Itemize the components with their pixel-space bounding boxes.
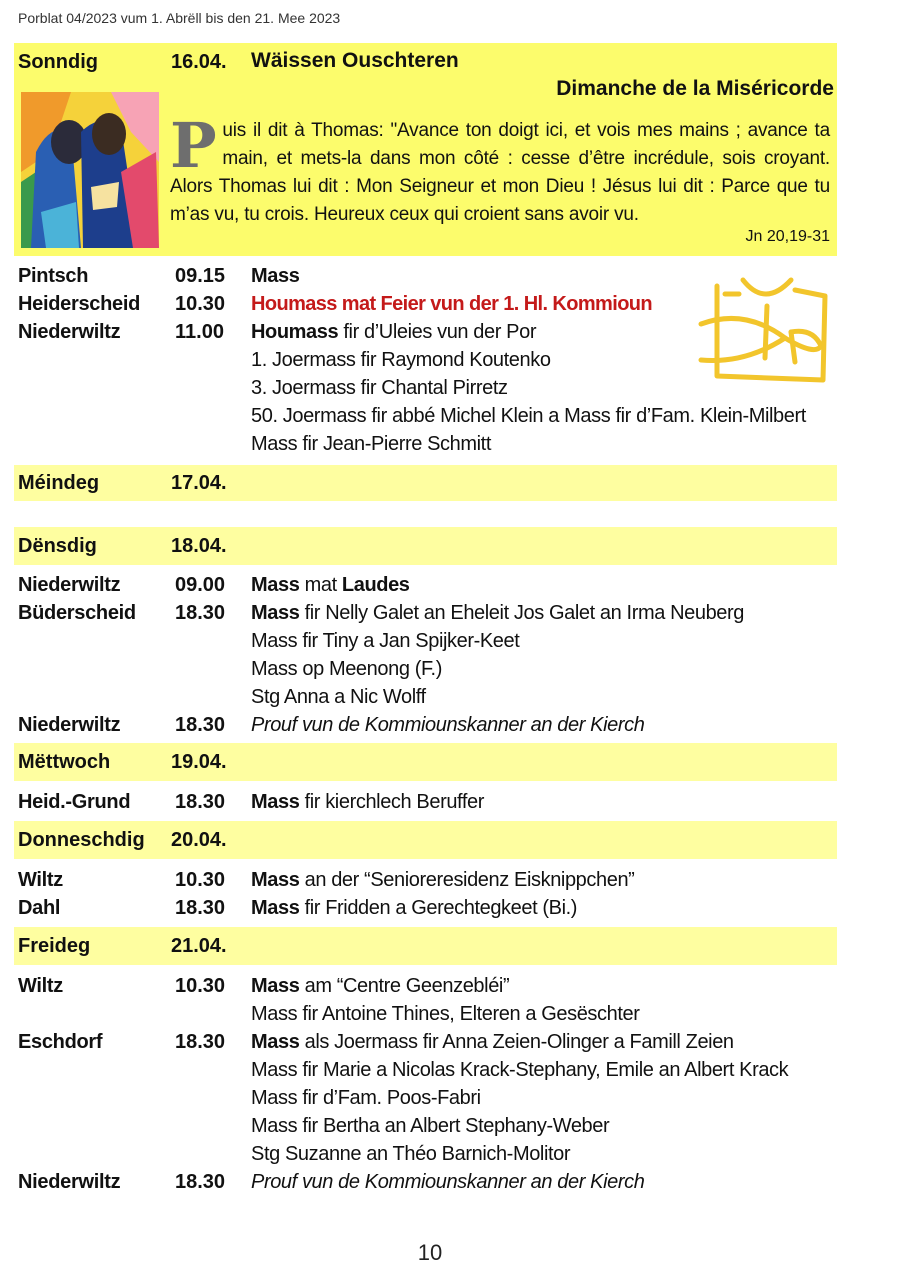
entry-description: Mass fir Bertha an Albert Stephany-Weber — [251, 1115, 610, 1137]
sunday-entry-continuation — [18, 374, 842, 402]
entry-place: Dahl — [18, 897, 61, 919]
wednesday-band — [14, 743, 837, 781]
thursday-entry-wiltz — [18, 866, 842, 894]
page-header: Porblat 04/2023 vum 1. Abrëll bis den 21. Mee 2023 — [18, 10, 341, 26]
quote-text: uis il dit à Thomas: "Avance ton doigt ici, et vois mes mains ; avance ta main, et mets-la dans mon côté : cesse d’être incrédule, sois croyant. Alors Thomas lui dit : Mon Seigneur et mon Dieu ! Jésus lui dit : Parce que tu m’as vu, tu crois. Heureux ceux qui croient sans avoir vu. — [170, 120, 830, 225]
page-number: 10 — [417, 1240, 443, 1265]
entry-description: Mass fir Nelly Galet an Eheleit Jos Galet an Irma Neuberg — [251, 602, 745, 624]
friday-entry-wiltz — [18, 972, 842, 1000]
entry-description-italic: Prouf vun de Kommiounskanner an der Kierch — [251, 714, 645, 736]
tuesday-entry-continuation — [18, 683, 842, 711]
wednesday-entry-heid-grund — [18, 788, 842, 816]
entry-description: Stg Anna a Nic Wolff — [251, 686, 426, 708]
entry-place: Heid.-Grund — [18, 791, 131, 813]
tuesday-entry-niederwiltz — [18, 571, 842, 599]
tuesday-date: 18.04. — [171, 535, 227, 557]
friday-entry-continuation — [18, 1084, 842, 1112]
sunday-entry-continuation — [18, 346, 842, 374]
friday-entry-continuation — [18, 1056, 842, 1084]
gospel-quote — [170, 109, 830, 229]
quote-drop-cap: P — [170, 109, 217, 182]
entry-description: Mass am “Centre Geenzebléi” — [251, 975, 510, 997]
entry-description: Mass als Joermass fir Anna Zeien-Olinger a Famill Zeien — [251, 1031, 734, 1053]
entry-description: Mass op Meenong (F.) — [251, 658, 442, 680]
entry-place: Wiltz — [18, 869, 63, 891]
friday-entry-niederwiltz-rehearsal — [18, 1168, 842, 1196]
entry-time: 10.30 — [175, 293, 226, 315]
entry-description: Houmass fir d’Uleies vun der Por — [251, 321, 537, 343]
friday-entry-eschdorf — [18, 1028, 842, 1056]
entry-place: Niederwiltz — [18, 1171, 121, 1193]
entry-time: 10.30 — [175, 975, 226, 997]
friday-entry-continuation — [18, 1000, 842, 1028]
entry-description: Mass mat Laudes — [251, 574, 410, 596]
entry-place: Wiltz — [18, 975, 63, 997]
entry-description: Mass fir Marie a Nicolas Krack-Stephany, Emile an Albert Krack — [251, 1059, 789, 1081]
friday-band — [14, 927, 837, 965]
entry-description: Stg Suzanne an Théo Barnich-Molitor — [251, 1143, 571, 1165]
monday-band — [14, 465, 837, 501]
sunday-day-label: Sonndig — [18, 51, 98, 73]
entry-time: 09.00 — [175, 574, 226, 596]
entry-time: 10.30 — [175, 869, 226, 891]
entry-description: Mass fir Jean-Pierre Schmitt — [251, 433, 491, 455]
entry-time: 18.30 — [175, 1031, 226, 1053]
entry-description: Mass — [251, 265, 300, 287]
entry-place: Niederwiltz — [18, 574, 121, 596]
entry-place: Eschdorf — [18, 1031, 103, 1053]
entry-place: Niederwiltz — [18, 321, 121, 343]
entry-time: 18.30 — [175, 897, 226, 919]
friday-date: 21.04. — [171, 935, 227, 957]
entry-time: 18.30 — [175, 1171, 226, 1193]
tuesday-band — [14, 527, 837, 565]
entry-time: 18.30 — [175, 791, 226, 813]
sunday-date: 16.04. — [171, 51, 227, 73]
tuesday-entry-buderscheid — [18, 599, 842, 627]
entry-time: 09.15 — [175, 265, 226, 287]
feast-title: Wäissen Ouschteren — [251, 49, 459, 72]
tuesday-entry-continuation — [18, 627, 842, 655]
tuesday-entry-niederwiltz-rehearsal — [18, 711, 842, 739]
monday-day-label: Méindeg — [18, 472, 100, 494]
gospel-reference: Jn 20,19-31 — [745, 228, 830, 245]
entry-time: 11.00 — [175, 321, 224, 343]
tuesday-day-label: Dënsdig — [18, 535, 97, 557]
tuesday-entry-continuation — [18, 655, 842, 683]
wednesday-day-label: Mëttwoch — [18, 751, 111, 773]
entry-description: 50. Joermass fir abbé Michel Klein a Mass fir d’Fam. Klein-Milbert — [251, 405, 806, 427]
friday-day-label: Freideg — [18, 935, 91, 957]
friday-entry-continuation — [18, 1112, 842, 1140]
thursday-entry-dahl — [18, 894, 842, 922]
entry-time: 18.30 — [175, 714, 226, 736]
entry-description: 3. Joermass fir Chantal Pirretz — [251, 377, 508, 399]
entry-description-italic: Prouf vun de Kommiounskanner an der Kierch — [251, 1171, 645, 1193]
sunday-entry-continuation — [18, 402, 890, 430]
sunday-entry-continuation — [18, 430, 842, 458]
entry-description: Mass fir d’Fam. Poos-Fabri — [251, 1087, 481, 1109]
wednesday-date: 19.04. — [171, 751, 227, 773]
jesus-thomas-painting-icon — [21, 92, 159, 248]
thursday-date: 20.04. — [171, 829, 227, 851]
monday-date: 17.04. — [171, 472, 227, 494]
friday-entry-continuation — [18, 1140, 842, 1168]
entry-description: Mass an der “Senioreresidenz Eisknippchen” — [251, 869, 635, 891]
entry-description: 1. Joermass fir Raymond Koutenko — [251, 349, 551, 371]
entry-description: Mass fir kierchlech Beruffer — [251, 791, 484, 813]
entry-place: Heiderscheid — [18, 293, 141, 315]
entry-description: Mass fir Fridden a Gerechtegkeet (Bi.) — [251, 897, 578, 919]
entry-place: Pintsch — [18, 265, 89, 287]
entry-place: Büderscheid — [18, 602, 136, 624]
thursday-day-label: Donneschdig — [18, 829, 145, 851]
feast-subtitle-fr: Dimanche de la Miséricorde — [556, 77, 834, 100]
entry-description: Mass fir Tiny a Jan Spijker-Keet — [251, 630, 520, 652]
entry-time: 18.30 — [175, 602, 226, 624]
entry-description-highlight: Houmass mat Feier vun der 1. Hl. Kommioun — [251, 293, 653, 315]
sunday-entry-niederwiltz — [18, 318, 842, 346]
entry-place: Niederwiltz — [18, 714, 121, 736]
sunday-entry-pintsch — [18, 262, 842, 290]
entry-description: Mass fir Antoine Thines, Elteren a Gesëschter — [251, 1003, 640, 1025]
sunday-entry-heiderscheid — [18, 290, 842, 318]
